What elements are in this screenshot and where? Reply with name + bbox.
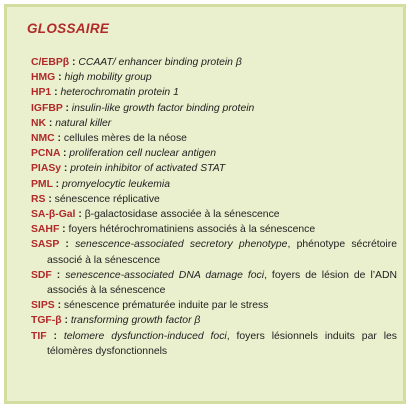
glossary-definition: natural killer [55, 117, 112, 129]
glossary-definition: high mobility group [64, 72, 152, 84]
glossary-term: SAHF [31, 224, 60, 236]
glossary-entry: SIPS : sénescence prématurée induite par le stress [31, 300, 269, 312]
glossary-definition: , phénotype sécrétoire associé à la sénescence [47, 239, 397, 266]
glossary-entry: PML : promyelocytic leukemia [31, 178, 170, 190]
glossary-term: NMC [31, 133, 55, 145]
glossary-definition: heterochromatin protein 1 [60, 87, 179, 99]
glossary-definition: foyers hétérochromatiniens associés à la sénescence [68, 224, 316, 236]
glossary-definition: sénescence prématurée induite par le stress [63, 300, 269, 312]
glossary-entry: TIF : telomere dysfunction-induced foci, foyers lésionnels induits par les télomères dysfonctionnels [31, 330, 397, 357]
glossary-entry: NMC : cellules mères de la néose [31, 133, 187, 145]
glossary-term: SIPS [31, 300, 55, 312]
glossary-term: SDF [31, 269, 52, 281]
glossary-definition: protein inhibitor of activated STAT [70, 163, 226, 175]
glossary-term: SASP [31, 239, 60, 251]
glossary-definition: cellules mères de la néose [63, 133, 187, 145]
glossary-list [31, 55, 397, 359]
glossary-entry: SA-β-Gal : β-galactosidase associée à la sénescence [31, 209, 280, 221]
glossary-definition: , foyers lésionnels induits par les télomères dysfonctionnels [47, 330, 397, 357]
glossary-term: RS [31, 193, 46, 205]
glossary-definition: transforming growth factor β [70, 315, 201, 327]
glossary-term: NK [31, 117, 47, 129]
glossary-entry: NK : natural killer [31, 117, 112, 129]
glossary-term: TIF [31, 330, 47, 342]
glossary-definition: proliferation cell nuclear antigen [69, 148, 217, 160]
glossary-definition: β-galactosidase associée à la sénescence [84, 209, 280, 221]
glossary-term: TGF-β [31, 315, 62, 327]
glossary-term: C/EBPβ [31, 57, 70, 68]
glossary-definition: promyelocytic leukemia [61, 178, 170, 190]
glossary-definition: insulin-like growth factor binding protein [71, 102, 255, 114]
glossary-title: GLOSSAIRE [27, 21, 110, 36]
glossary-entry: PIASy : protein inhibitor of activated STAT [31, 163, 226, 175]
glossary-definition: , foyers de lésion de l’ADN associés à la sénescence [47, 269, 397, 297]
glossary-entry: IGFBP : insulin-like growth factor binding protein [31, 102, 255, 114]
glossary-entry: SASP : senescence-associated secretory phenotype, phénotype sécrétoire associé à la sénescence [31, 239, 397, 266]
glossary-definition: telomere dysfunction-induced foci [63, 330, 227, 342]
glossary-term: SA-β-Gal [31, 209, 76, 221]
glossary-entry: SAHF : foyers hétérochromatiniens associés à la sénescence [31, 224, 316, 236]
glossary-term: PCNA [31, 148, 61, 160]
glossary-entry: HP1 : heterochromatin protein 1 [31, 87, 179, 99]
glossary-entry: RS : sénescence réplicative [31, 193, 160, 205]
glossary-entry: SDF : senescence-associated DNA damage foci, foyers de lésion de l’ADN associés à la sénescence [31, 269, 397, 297]
glossary-term: IGFBP [31, 102, 63, 114]
glossary-term: PML [31, 178, 53, 190]
glossary-definition: senescence-associated secretory phenotype [75, 239, 288, 251]
glossary-term: HMG [31, 72, 56, 84]
glossary-entry: C/EBPβ : CCAAT/ enhancer binding protein β [31, 57, 242, 68]
glossary-definition: sénescence réplicative [54, 193, 160, 205]
glossary-term: HP1 [31, 87, 52, 99]
glossary-term: PIASy [31, 163, 62, 175]
glossary-entry: TGF-β : transforming growth factor β [31, 315, 201, 327]
glossary-entry: HMG : high mobility group [31, 72, 152, 84]
glossary-box [4, 4, 406, 404]
glossary-definition: senescence-associated DNA damage foci [65, 269, 265, 281]
glossary-entry: PCNA : proliferation cell nuclear antigen [31, 148, 217, 160]
glossary-definition: CCAAT/ enhancer binding protein β [78, 57, 242, 68]
